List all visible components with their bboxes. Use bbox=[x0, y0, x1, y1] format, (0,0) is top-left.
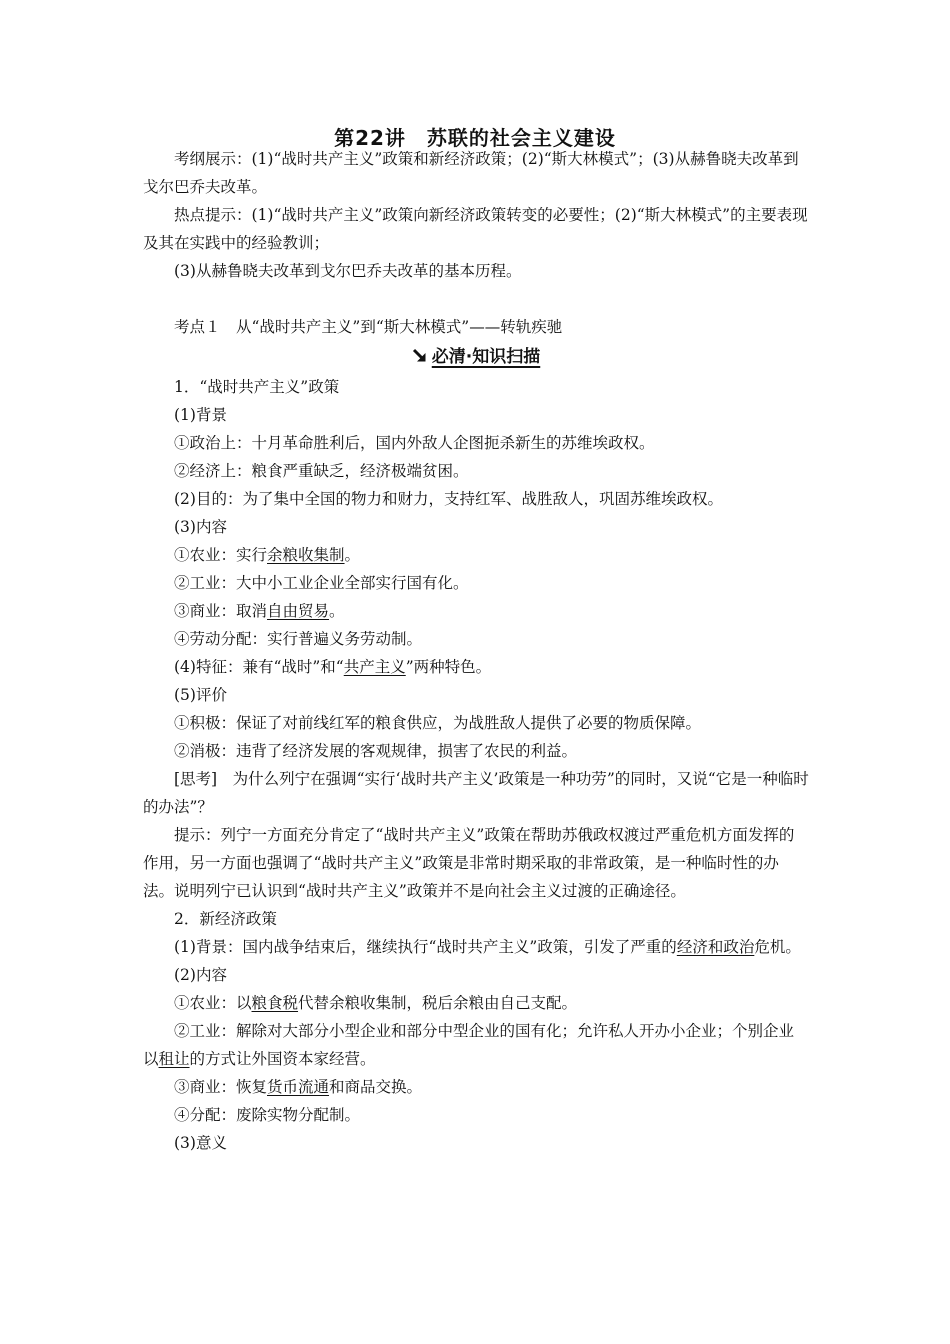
underlined-term: 余粮收集制 bbox=[267, 546, 345, 564]
subheading-evaluation: (5)评价 bbox=[174, 686, 227, 704]
hint-paragraph: 提示：列宁一方面充分肯定了“战时共产主义”政策在帮助苏俄政权渡过严重危机方面发挥的作用，另一方面也强调了“战时共产主义”政策是非常时期采取的非常政策，是一种临时性的办法。说明列宁已认识到“战时共产主义”政策并不是向社会主义过渡的正确途径。 bbox=[143, 826, 795, 900]
text-segment: ”两种特色。 bbox=[405, 658, 492, 676]
text-segment: ①农业：以 bbox=[174, 994, 252, 1012]
text-segment: ①农业：实行 bbox=[174, 546, 268, 564]
list-item: ②工业：大中小工业企业全部实行国有化。 bbox=[174, 574, 469, 592]
underlined-term: 共产主义 bbox=[343, 658, 406, 676]
underlined-term: 粮食税 bbox=[251, 994, 299, 1012]
think-question: [思考] 为什么列宁在强调“实行‘战时共产主义’政策是一种功劳”的同时，又说“它是一种临时的办法”？ bbox=[143, 770, 809, 816]
text-segment: ②工业：解除对大部分小型企业和部分中型企业的国有化；允许私人开办小企业；个别企业以 bbox=[143, 1022, 795, 1068]
purpose-paragraph: (2)目的：为了集中全国的物力和财力，支持红军、战胜敌人，巩固苏维埃政权。 bbox=[174, 490, 723, 508]
list-item bbox=[143, 541, 809, 569]
list-item: ①积极：保证了对前线红军的粮食供应，为战胜敌人提供了必要的物质保障。 bbox=[174, 714, 702, 732]
subheading-meaning: (3)意义 bbox=[174, 1134, 227, 1152]
list-item bbox=[143, 989, 809, 1017]
hotspot-paragraph: 热点提示：(1)“战时共产主义”政策向新经济政策转变的必要性；(2)“斯大林模式”的主要表现及其在实践中的经验教训； bbox=[143, 206, 808, 252]
section-banner bbox=[143, 341, 809, 373]
text-segment: 的方式让外国资本家经营。 bbox=[189, 1050, 376, 1068]
spacer bbox=[143, 285, 809, 313]
feature-paragraph bbox=[143, 653, 809, 681]
text-segment: 代替余粮收集制，税后余粮由自己支配。 bbox=[298, 994, 578, 1012]
document-body bbox=[143, 145, 809, 1157]
list-item: ④分配：废除实物分配制。 bbox=[174, 1106, 361, 1124]
list-item bbox=[143, 597, 809, 625]
text-segment: 。 bbox=[329, 602, 345, 620]
arrow-down-right-icon bbox=[412, 348, 428, 364]
syllabus-paragraph: 考纲展示：(1)“战时共产主义”政策和新经济政策；(2)“斯大林模式”；(3)从赫鲁晓夫改革到戈尔巴乔夫改革。 bbox=[143, 150, 799, 196]
text-segment: 。 bbox=[344, 546, 361, 564]
topic-heading: 考点１ 从“战时共产主义”到“斯大林模式”——转轨疾驰 bbox=[174, 318, 563, 336]
list-item: ①政治上：十月革命胜利后，国内外敌人企图扼杀新生的苏维埃政权。 bbox=[174, 434, 655, 452]
section-heading: 1．“战时共产主义”政策 bbox=[174, 378, 340, 396]
list-item bbox=[143, 1017, 809, 1073]
text-segment: ③商业：恢复 bbox=[174, 1078, 268, 1096]
text-segment: (4)特征：兼有“战时”和“ bbox=[174, 658, 344, 676]
text-segment: (1)背景：国内战争结束后，继续执行“战时共产主义”政策，引发了严重的 bbox=[174, 938, 677, 956]
subheading-content: (2)内容 bbox=[174, 966, 227, 984]
section-heading: 2．新经济政策 bbox=[174, 910, 277, 928]
underlined-term: 货币流通 bbox=[267, 1078, 330, 1096]
underlined-term: 自由贸易 bbox=[267, 602, 330, 620]
list-item: ②经济上：粮食严重缺乏，经济极端贫困。 bbox=[174, 462, 469, 480]
text-segment: 和商品交换。 bbox=[329, 1078, 423, 1096]
text-segment: 危机。 bbox=[754, 938, 801, 956]
underlined-term: 租让 bbox=[158, 1050, 190, 1068]
hotspot-paragraph-continued: (3)从赫鲁晓夫改革到戈尔巴乔夫改革的基本历程。 bbox=[174, 262, 522, 280]
banner-text: 必清·知识扫描 bbox=[431, 347, 541, 367]
background-paragraph bbox=[143, 933, 809, 961]
list-item bbox=[143, 1073, 809, 1101]
page-title: 第22讲 苏联的社会主义建设 bbox=[334, 126, 616, 150]
list-item: ④劳动分配：实行普遍义务劳动制。 bbox=[174, 630, 423, 648]
subheading-background: (1)背景 bbox=[174, 406, 227, 424]
list-item: ②消极：违背了经济发展的客观规律，损害了农民的利益。 bbox=[174, 742, 578, 760]
text-segment: ③商业：取消 bbox=[174, 602, 268, 620]
subheading-content: (3)内容 bbox=[174, 518, 227, 536]
underlined-term: 经济和政治 bbox=[676, 938, 755, 956]
